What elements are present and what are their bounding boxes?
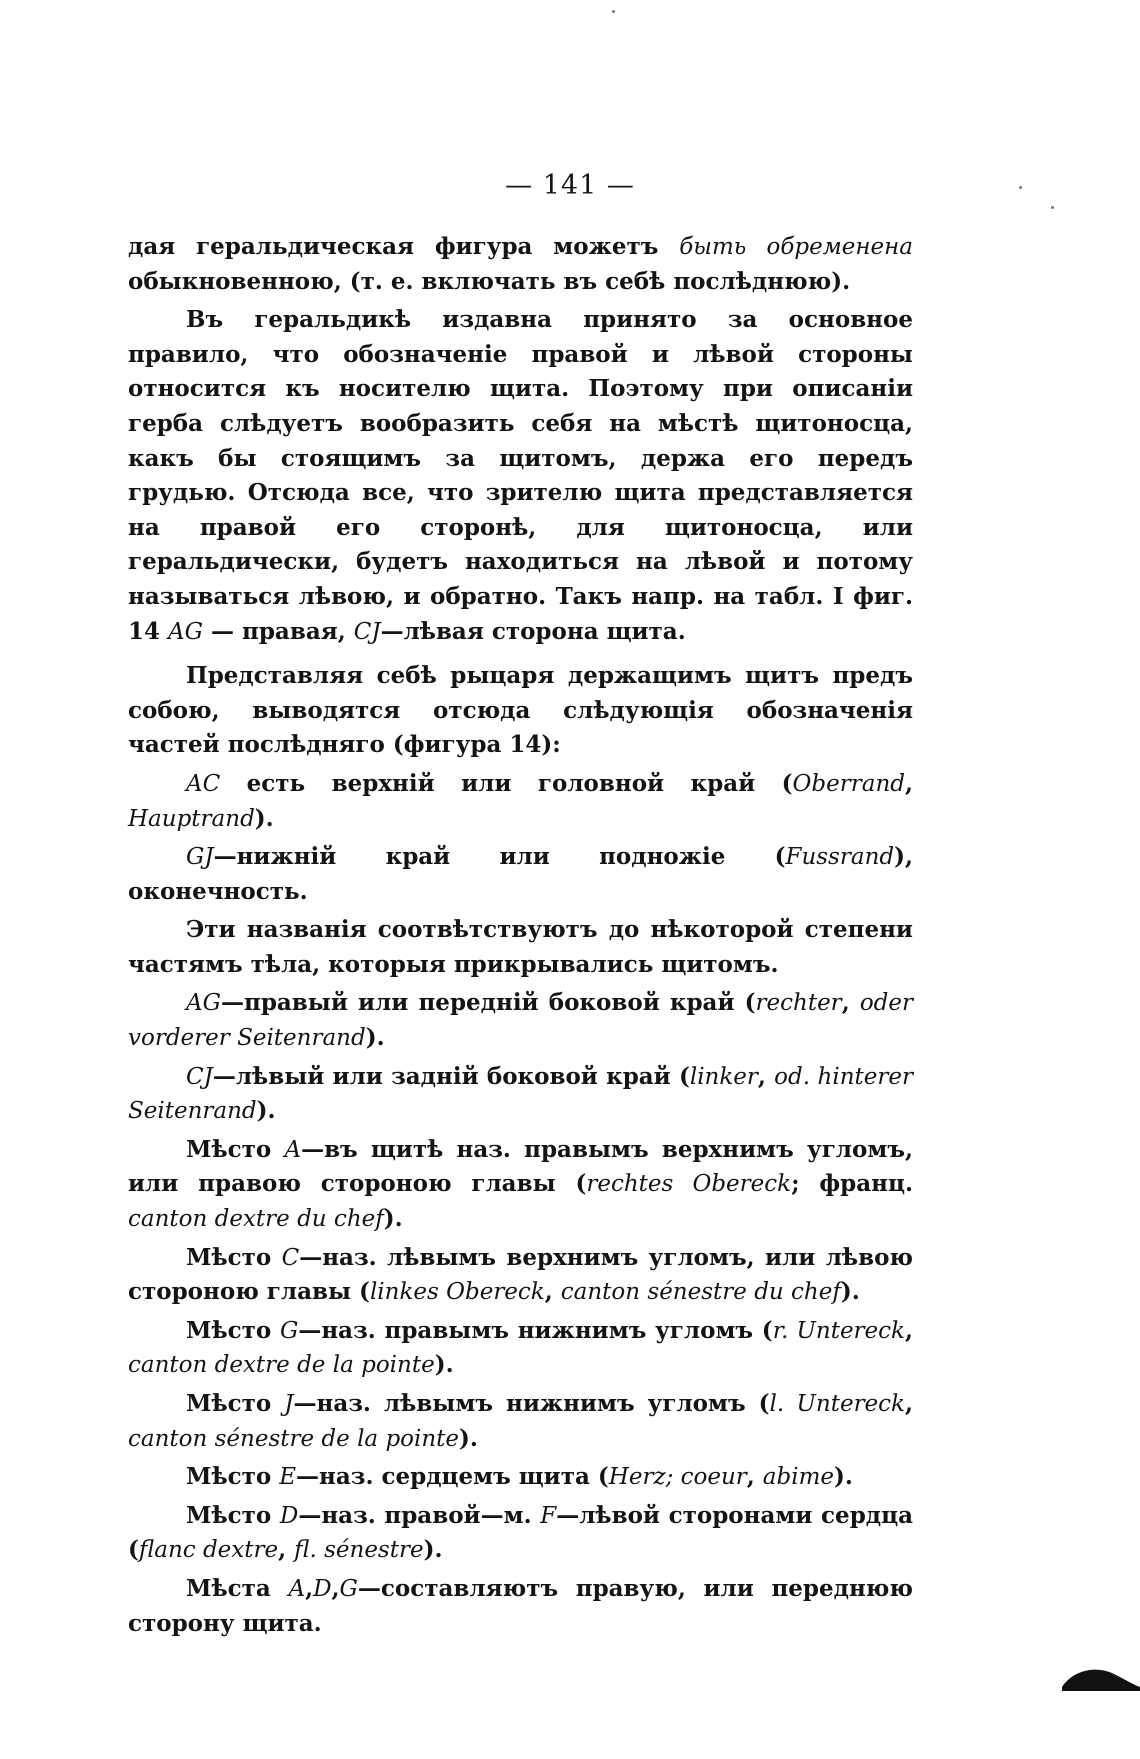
text-run: ). — [834, 1463, 853, 1491]
paragraph — [128, 230, 913, 299]
italic-term: G — [339, 1575, 358, 1602]
page-number: — 141 — — [505, 170, 635, 201]
text-run: ), оконечность. — [128, 843, 913, 905]
italic-term: J — [284, 1391, 294, 1417]
text-run: дая геральдическая фигура можетъ — [128, 233, 680, 260]
italic-term: D — [313, 1575, 332, 1602]
italic-term: AG — [186, 990, 221, 1017]
italic-term: oder vorderer Seitenrand — [128, 990, 914, 1052]
italic-term: fl. sénestre — [294, 1537, 424, 1564]
italic-term: canton dextre du chef — [128, 1206, 384, 1233]
text-run: —лѣвый или задній боковой край ( — [212, 1062, 690, 1090]
text-run: , — [905, 1390, 914, 1417]
text-run: —наз. лѣвымъ нижнимъ угломъ ( — [293, 1390, 770, 1417]
text-run: , — [841, 989, 860, 1017]
text-run: —въ щитѣ наз. правымъ верхнимъ угломъ, или правою стороною главы ( — [128, 1135, 913, 1198]
text-run: —наз. правымъ нижнимъ угломъ ( — [298, 1316, 773, 1344]
text-run: —лѣвая сторона щита. — [380, 617, 686, 645]
italic-term: CJ — [353, 618, 381, 645]
text-run: —составляютъ правую, или переднюю сторону щита. — [128, 1574, 913, 1637]
text-run: Мѣсто — [186, 1501, 280, 1529]
paragraph — [128, 1314, 913, 1383]
text-run: Эти названія соотвѣтствуютъ до нѣкоторой степени частямъ тѣла, которыя прикрывались щитомъ. — [128, 916, 913, 978]
text-run: ). — [434, 1351, 454, 1379]
text-run: , — [746, 1463, 763, 1491]
text-run: Мѣсто — [186, 1463, 280, 1491]
italic-term: l. Untereck — [769, 1391, 905, 1417]
paragraph — [128, 659, 913, 763]
italic-term: abime — [762, 1464, 835, 1491]
italic-term: canton sénestre du chef — [560, 1279, 841, 1306]
text-run: ; франц. — [791, 1170, 913, 1198]
text-run: , — [757, 1062, 775, 1090]
italic-term: rechter — [755, 990, 842, 1017]
text-run: , — [331, 1574, 340, 1602]
text-run: —наз. лѣвымъ верхнимъ угломъ, или лѣвою стороною главы ( — [128, 1243, 913, 1306]
italic-term: C — [281, 1244, 300, 1271]
text-run: — правая, — [203, 617, 354, 645]
italic-term: E — [279, 1464, 297, 1491]
dust-speck — [612, 10, 615, 13]
italic-term: CJ — [186, 1063, 213, 1090]
paragraph — [128, 1241, 913, 1310]
text-run: ). — [254, 804, 274, 832]
italic-term: F — [540, 1502, 557, 1529]
paragraph — [128, 1060, 913, 1129]
paragraph — [128, 986, 913, 1055]
paragraph — [128, 840, 913, 909]
italic-term: Fussrand — [785, 844, 895, 871]
text-run: обыкновенною, (т. е. включать въ себѣ послѣднюю). — [128, 267, 851, 295]
text-run: Представляя себѣ рыцаря держащимъ щитъ предъ собою, выводятся отсюда слѣдующія обозначенія частей послѣдняго (фигура 14): — [128, 662, 913, 759]
italic-term: r. Untereck — [772, 1317, 905, 1344]
text-run: ). — [383, 1205, 403, 1233]
text-run: —наз. сердцемъ щита ( — [296, 1463, 609, 1491]
text-run: , — [305, 1574, 314, 1602]
paragraph — [128, 1572, 913, 1641]
dust-speck — [1019, 186, 1022, 189]
text-run: ). — [365, 1024, 385, 1052]
body-text — [128, 230, 913, 1645]
text-run: , — [544, 1278, 561, 1306]
italic-term: flanc dextre — [138, 1537, 279, 1564]
italic-term: Hauptrand — [128, 805, 255, 832]
italic-term: od. hinterer Seitenrand — [128, 1063, 913, 1125]
italic-term: linkes Obereck — [369, 1279, 545, 1306]
paragraph — [128, 1387, 913, 1456]
italic-term: Oberrand — [792, 770, 905, 797]
text-run: ). — [423, 1536, 443, 1564]
paragraph — [128, 767, 913, 836]
italic-term: linker — [689, 1063, 758, 1090]
text-run: ). — [256, 1097, 276, 1125]
italic-term: A — [284, 1136, 302, 1163]
paragraph — [128, 1499, 913, 1568]
italic-term: rechtes Obereck — [586, 1171, 792, 1198]
italic-term: быть обременена — [679, 234, 913, 260]
paragraph — [128, 913, 913, 982]
text-run: Мѣста — [186, 1574, 289, 1602]
italic-term: AG — [168, 618, 203, 645]
text-run: , — [278, 1536, 295, 1564]
text-run: Мѣсто — [186, 1390, 285, 1417]
italic-term: A — [288, 1575, 306, 1602]
italic-term: D — [279, 1502, 299, 1529]
paragraph — [128, 1133, 913, 1237]
text-run: —правый или передній боковой край ( — [220, 989, 756, 1017]
italic-term: canton sénestre de la pointe — [128, 1425, 460, 1452]
text-run: Мѣсто — [186, 1243, 282, 1271]
dust-speck — [1051, 206, 1054, 209]
printers-ornament-icon — [1060, 1663, 1140, 1693]
text-run: —лѣвой сторонами сердца ( — [128, 1501, 913, 1564]
text-run: —нижній край или подножіе ( — [213, 843, 786, 871]
text-run: ). — [840, 1278, 860, 1306]
text-run: , — [904, 1316, 913, 1344]
italic-term: GJ — [186, 844, 214, 871]
paragraph — [128, 303, 913, 649]
text-run: есть верхній или головной край ( — [220, 769, 793, 797]
italic-term: canton dextre de la pointe — [128, 1352, 435, 1379]
text-run: Мѣсто — [186, 1316, 280, 1344]
text-run: ). — [459, 1424, 478, 1452]
italic-term: AC — [186, 770, 221, 797]
text-run: Въ геральдикѣ издавна принято за основное правило, что обозначеніе правой и лѣвой стороны относится къ носителю щита. Поэтому при описаніи герба слѣдуетъ вообразить себя на мѣстѣ щитоносца, какъ бы стоящимъ за щитомъ, держа его передъ грудью. Отсюда все, что зрителю щита представляется на правой его сторонѣ, для щитоносца, или геральдически, будетъ находиться на лѣвой и потому называться лѣвою, и обратно. Такъ напр. на табл. I фиг. 14 — [128, 306, 913, 645]
italic-term: G — [279, 1317, 299, 1344]
text-run: , — [904, 769, 913, 797]
paragraph — [128, 1460, 913, 1495]
text-run: Мѣсто — [186, 1135, 285, 1163]
italic-term: Herz; coeur — [608, 1464, 747, 1491]
text-run: —наз. правой—м. — [298, 1501, 541, 1529]
